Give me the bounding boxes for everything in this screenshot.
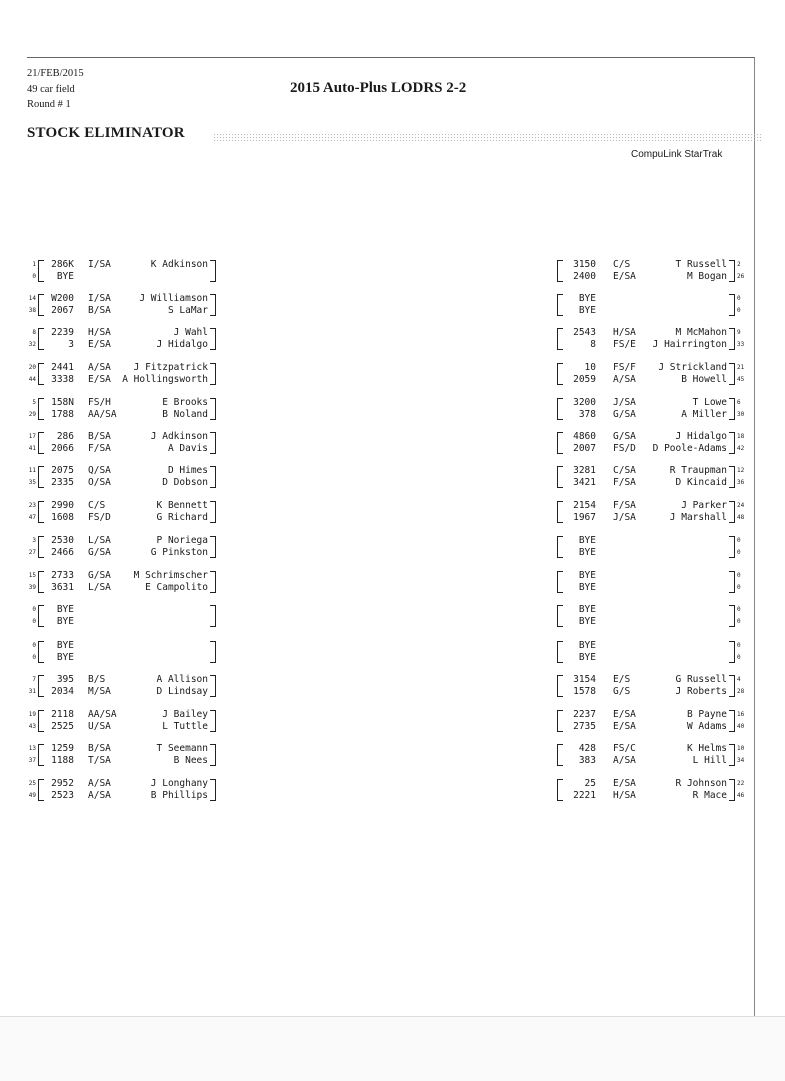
seed-numbers: 25 49	[28, 780, 36, 799]
seed-numbers: 4 28	[737, 676, 745, 695]
car-classes: FS/H AA/SA	[88, 397, 117, 420]
car-numbers: 2075 2335	[51, 465, 74, 488]
car-numbers: 158N 1788	[51, 397, 74, 420]
class-title: STOCK ELIMINATOR	[27, 125, 185, 141]
right-ladder-pair	[555, 499, 773, 525]
right-ladder-pair	[555, 326, 773, 352]
driver-names: J Longhany B Phillips	[150, 778, 208, 801]
driver-names: G Russell J Roberts	[675, 674, 727, 697]
left-ladder-pair	[26, 326, 222, 352]
left-ladder-pair	[26, 534, 222, 560]
driver-names	[645, 535, 727, 558]
car-classes: H/SA E/SA	[88, 327, 111, 350]
seed-numbers: 0 0	[32, 606, 36, 625]
driver-names: K Adkinson	[150, 259, 208, 270]
bracket-close	[729, 260, 735, 282]
seed-numbers: 6 30	[737, 399, 745, 418]
bracket-close	[210, 536, 216, 558]
bracket-close	[210, 501, 216, 523]
car-classes: E/S G/S	[613, 674, 631, 697]
bracket-close	[729, 571, 735, 593]
driver-names: P Noriega G Pinkston	[150, 535, 208, 558]
seed-numbers: 5 29	[28, 399, 36, 418]
car-classes: H/SA FS/E	[613, 327, 636, 350]
car-classes: L/SA G/SA	[88, 535, 111, 558]
bracket-close	[210, 260, 216, 282]
software-credit: CompuLink StarTrak	[631, 149, 723, 160]
driver-names: B Payne W Adams	[686, 709, 727, 732]
seed-numbers: 0 0	[737, 537, 741, 556]
seed-numbers: 20 44	[28, 364, 36, 383]
driver-names: J Williamson S LaMar	[139, 293, 208, 316]
driver-names: T Lowe A Miller	[681, 397, 727, 420]
seed-numbers: 15 39	[28, 572, 36, 591]
car-numbers: 286K BYE	[51, 259, 74, 282]
driver-names	[645, 640, 727, 663]
bracket-close	[210, 744, 216, 766]
right-ladder-pair	[555, 708, 773, 734]
car-classes: I/SA B/SA	[88, 293, 111, 316]
seed-numbers: 0 0	[737, 572, 741, 591]
seed-numbers: 1 0	[32, 261, 36, 280]
car-numbers: 3200 378	[573, 397, 596, 420]
car-classes: AA/SA U/SA	[88, 709, 117, 732]
right-ladder-pair	[555, 396, 773, 422]
bracket-close	[729, 641, 735, 663]
car-classes: FS/C A/SA	[613, 743, 636, 766]
right-ladder-pair	[555, 742, 773, 768]
car-numbers: BYE BYE	[578, 535, 596, 558]
left-ladder-pair	[26, 569, 222, 595]
seed-numbers: 0 0	[737, 295, 741, 314]
driver-names: K Helms L Hill	[686, 743, 727, 766]
car-numbers: W200 2067	[51, 293, 74, 316]
car-classes: C/S FS/D	[88, 500, 111, 523]
seed-numbers: 13 37	[28, 745, 36, 764]
car-numbers: 2441 3338	[51, 362, 74, 385]
right-ladder-pair	[555, 430, 773, 456]
driver-names	[645, 570, 727, 593]
left-ladder-pair	[26, 430, 222, 456]
right-ladder-pair	[555, 292, 773, 318]
car-numbers: 2530 2466	[51, 535, 74, 558]
left-ladder-pair	[26, 673, 222, 699]
left-ladder-pair	[26, 499, 222, 525]
right-ladder-pair	[555, 464, 773, 490]
seed-numbers: 24 48	[737, 502, 745, 521]
car-numbers: 2733 3631	[51, 570, 74, 593]
bracket-close	[210, 328, 216, 350]
seed-numbers: 3 27	[28, 537, 36, 556]
bracket-close	[729, 398, 735, 420]
car-classes: E/SA H/SA	[613, 778, 636, 801]
car-numbers: 25 2221	[573, 778, 596, 801]
car-numbers: 3150 2400	[573, 259, 596, 282]
bracket-close	[210, 779, 216, 801]
car-classes: FS/F A/SA	[613, 362, 636, 385]
car-classes: B/SA T/SA	[88, 743, 111, 766]
car-classes: G/SA FS/D	[613, 431, 636, 454]
right-ladder-pair	[555, 673, 773, 699]
seed-numbers: 14 38	[28, 295, 36, 314]
car-numbers: 10 2059	[573, 362, 596, 385]
left-ladder-pair	[26, 742, 222, 768]
right-ladder-pair	[555, 258, 773, 284]
bracket-close	[210, 675, 216, 697]
right-ladder-pair	[555, 569, 773, 595]
car-numbers: 286 2066	[51, 431, 74, 454]
bracket-close	[210, 710, 216, 732]
car-classes: C/S E/SA	[613, 259, 636, 282]
left-ladder-pair	[26, 708, 222, 734]
car-classes: J/SA G/SA	[613, 397, 636, 420]
seed-numbers: 11 35	[28, 467, 36, 486]
car-classes: Q/SA O/SA	[88, 465, 111, 488]
left-ladder-pair	[26, 292, 222, 318]
left-ladder-pair	[26, 639, 222, 665]
car-numbers: 428 383	[578, 743, 596, 766]
bracket-close	[210, 571, 216, 593]
driver-names: R Traupman D Kincaid	[669, 465, 727, 488]
driver-names	[122, 640, 208, 663]
bracket-close	[729, 744, 735, 766]
car-classes: F/SA J/SA	[613, 500, 636, 523]
car-classes: E/SA E/SA	[613, 709, 636, 732]
right-ladder-pair	[555, 603, 773, 629]
bracket-close	[729, 432, 735, 454]
bracket-close	[210, 398, 216, 420]
car-numbers: 3154 1578	[573, 674, 596, 697]
seed-numbers: 7 31	[28, 676, 36, 695]
driver-names: A Allison D Lindsay	[156, 674, 208, 697]
driver-names: J Strickland B Howell	[658, 362, 727, 385]
seed-numbers: 23 47	[28, 502, 36, 521]
bracket-close	[210, 363, 216, 385]
seed-numbers: 18 42	[737, 433, 745, 452]
bracket-close	[210, 432, 216, 454]
seed-numbers: 0 0	[737, 642, 741, 661]
car-classes: I/SA	[88, 259, 111, 270]
bracket-close	[729, 466, 735, 488]
driver-names: R Johnson R Mace	[675, 778, 727, 801]
bracket-close	[210, 605, 216, 627]
driver-names	[122, 604, 208, 627]
title-rule	[213, 133, 763, 141]
race-date: 21/FEB/2015	[27, 68, 84, 79]
driver-names	[645, 604, 727, 627]
car-numbers: BYE BYE	[578, 570, 596, 593]
car-classes: A/SA A/SA	[88, 778, 111, 801]
car-numbers: 2237 2735	[573, 709, 596, 732]
bracket-close	[729, 536, 735, 558]
seed-numbers: 2 26	[737, 261, 745, 280]
right-ladder-pair	[555, 361, 773, 387]
car-numbers: 2990 1608	[51, 500, 74, 523]
driver-names: K Bennett G Richard	[156, 500, 208, 523]
seed-numbers: 8 32	[28, 329, 36, 348]
event-title: 2015 Auto-Plus LODRS 2-2	[290, 80, 467, 96]
bracket-close	[729, 779, 735, 801]
left-ladder-pair	[26, 396, 222, 422]
car-numbers: BYE BYE	[578, 640, 596, 663]
field-size: 49 car field	[27, 84, 75, 95]
car-numbers: 2154 1967	[573, 500, 596, 523]
car-classes: B/S M/SA	[88, 674, 111, 697]
left-ladder-pair	[26, 777, 222, 803]
right-ladder-pair	[555, 777, 773, 803]
car-numbers: BYE BYE	[578, 604, 596, 627]
right-ladder-pair	[555, 534, 773, 560]
bracket-close	[729, 605, 735, 627]
driver-names: J Bailey L Tuttle	[162, 709, 208, 732]
car-numbers: 2118 2525	[51, 709, 74, 732]
car-classes: C/SA F/SA	[613, 465, 636, 488]
driver-names: J Hidalgo D Poole-Adams	[652, 431, 727, 454]
left-ladder-pair	[26, 361, 222, 387]
round-number: Round # 1	[27, 99, 71, 110]
seed-numbers: 19 43	[28, 711, 36, 730]
seed-numbers: 10 34	[737, 745, 745, 764]
right-ladder-pair	[555, 639, 773, 665]
seed-numbers: 16 40	[737, 711, 745, 730]
driver-names: J Wahl J Hidalgo	[156, 327, 208, 350]
car-classes: A/SA E/SA	[88, 362, 111, 385]
bracket-close	[210, 466, 216, 488]
car-classes: G/SA L/SA	[88, 570, 111, 593]
seed-numbers: 22 46	[737, 780, 745, 799]
car-numbers: 2952 2523	[51, 778, 74, 801]
car-numbers: 395 2034	[51, 674, 74, 697]
driver-names: M Schrimscher E Campolito	[133, 570, 208, 593]
left-ladder-pair	[26, 258, 222, 284]
car-numbers: BYE BYE	[56, 640, 74, 663]
driver-names: J Adkinson A Davis	[150, 431, 208, 454]
driver-names: J Parker J Marshall	[669, 500, 727, 523]
car-classes: B/SA F/SA	[88, 431, 111, 454]
seed-numbers: 9 33	[737, 329, 745, 348]
left-ladder-pair	[26, 464, 222, 490]
driver-names: E Brooks B Noland	[162, 397, 208, 420]
seed-numbers: 21 45	[737, 364, 745, 383]
driver-names: T Seemann B Nees	[156, 743, 208, 766]
bracket-close	[210, 294, 216, 316]
car-numbers: 1259 1188	[51, 743, 74, 766]
seed-numbers: 0 0	[32, 642, 36, 661]
bracket-close	[729, 363, 735, 385]
car-numbers: 2239 3	[51, 327, 74, 350]
seed-numbers: 0 0	[737, 606, 741, 625]
bracket-close	[210, 641, 216, 663]
bracket-close	[729, 328, 735, 350]
car-numbers: 3281 3421	[573, 465, 596, 488]
scan-bottom-margin	[0, 1016, 785, 1081]
driver-names: M McMahon J Hairrington	[652, 327, 727, 350]
driver-names	[645, 293, 727, 316]
driver-names: J Fitzpatrick A Hollingsworth	[122, 362, 208, 385]
car-numbers: 2543 8	[573, 327, 596, 350]
bracket-close	[729, 710, 735, 732]
bracket-close	[729, 501, 735, 523]
left-ladder-pair	[26, 603, 222, 629]
car-numbers: BYE BYE	[56, 604, 74, 627]
seed-numbers: 12 36	[737, 467, 745, 486]
seed-numbers: 17 41	[28, 433, 36, 452]
car-numbers: BYE BYE	[578, 293, 596, 316]
bracket-close	[729, 294, 735, 316]
bracket-close	[729, 675, 735, 697]
driver-names: T Russell M Bogan	[675, 259, 727, 282]
car-numbers: 4860 2007	[573, 431, 596, 454]
driver-names: D Himes D Dobson	[162, 465, 208, 488]
